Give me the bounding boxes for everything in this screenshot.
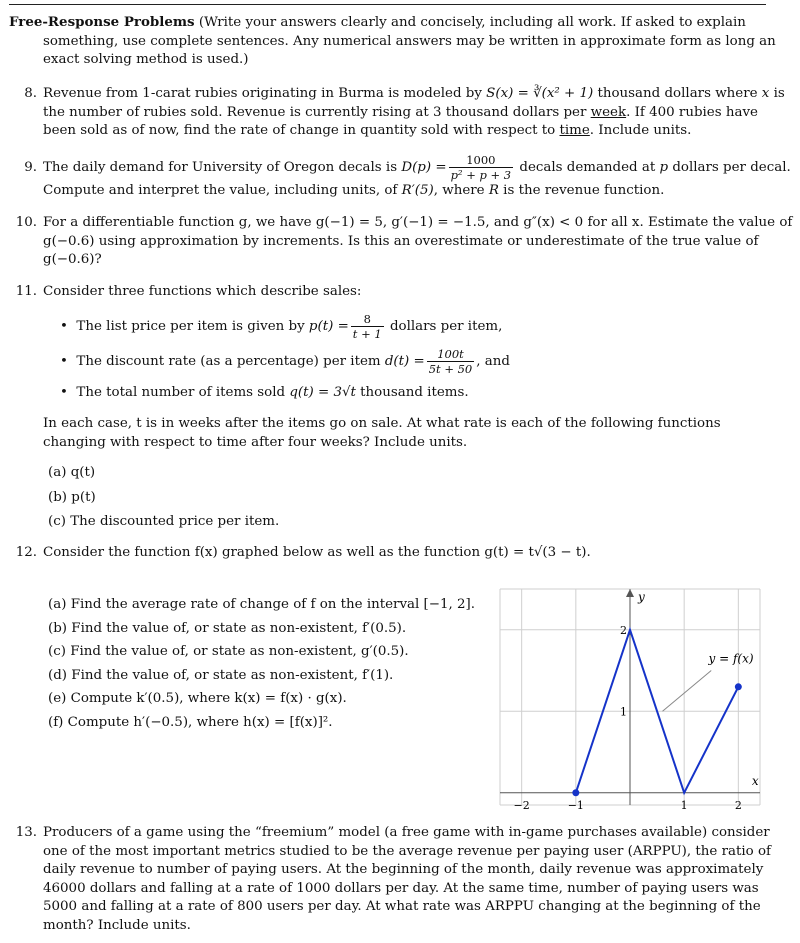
q10-text: For a differentiable function g, we have g(−1) = 5, g′(−1) = −1.5, and g″(x) < 0 for all x. Estimate the value of g(−0.6) using approximation by increments. Is this an overestimate or underestimate of the true value of g(−0.6)? [43, 215, 793, 268]
function-graph [490, 583, 770, 813]
question-12: 12. Consider the function f(x) graphed below as well as the function g(t) = t√(3 − t). [9, 544, 795, 563]
closed-point [572, 789, 579, 796]
y-axis-arrow [626, 589, 634, 597]
q12-part-a: (a) Find the average rate of change of f on the interval [−1, 2]. [48, 597, 476, 612]
q8-formula: S(x) = ∛(x² + 1) [486, 86, 594, 101]
tick-y-1: 1 [620, 705, 627, 719]
header-instructions [9, 13, 795, 70]
tick-x-2: 2 [734, 798, 742, 812]
q9-number: 9. [24, 160, 37, 175]
q11-bullet-3: • The total number of items sold q(t) = 3√t thousand items. [60, 385, 469, 400]
x-axis-label: x [751, 773, 759, 788]
question-9: 9. The daily demand for University of Oregon decals is D(p) = $\frac{1000}{\text{p² + p + 3}}$ decals demanded at p dollars per decal. Compute and interpret the value, including units, of R′(5), where R is the revenue function. [9, 153, 795, 201]
q11-part-c: (c) The discounted price per item. [48, 514, 280, 529]
q13-text: Producers of a game using the “freemium” model (a free game with in-game purchases available) consider one of the most important metrics studied to be the average revenue per paying user (ARPPU), the ratio of daily revenue to number of paying users. At the beginning of the month, daily revenue was approximately 46000 dollars and falling at a rate of 1000 dollars per day. At the same time, number of paying users was 5000 and falling at a rate of 800 users per day. At what rate was ARPPU changing at the beginning of the month? Include units. [43, 825, 771, 933]
top-rule [9, 4, 766, 5]
q10-number: 10. [15, 215, 37, 230]
q12-number: 12. [15, 545, 37, 560]
question-11: 11. Consider three functions which describe sales: [9, 283, 795, 302]
q11-body: In each case, t is in weeks after the items go on sale. At what rate is each of the following functions changing with respect to time after four weeks? Include units. [43, 416, 721, 450]
closed-point [735, 683, 742, 690]
q13-number: 13. [15, 825, 37, 840]
q12-part-e: (e) Compute k′(0.5), where k(x) = f(x) · g(x). [48, 691, 347, 706]
curve-label-leader [663, 671, 712, 712]
q11-part-b: (b) p(t) [48, 490, 96, 505]
question-13 [9, 824, 795, 936]
tick-x-1: 1 [680, 798, 688, 812]
q12-part-f: (f) Compute h′(−0.5), where h(x) = [f(x)]². [48, 715, 333, 730]
q8-number: 8. [24, 86, 37, 101]
tick-x-neg1: −1 [567, 798, 584, 812]
question-10 [9, 214, 795, 270]
q11-part-a: (a) q(t) [48, 465, 96, 480]
y-axis-label: y [638, 590, 645, 604]
q9-fraction: $\frac{1000}{\text{p² + p + 3}}$ [450, 153, 512, 182]
curve-label: y = f(x) [708, 651, 754, 666]
q11-bullet-1: • The list price per item is given by p(t) = $\frac{8}{t + 1}$ dollars per item, [60, 312, 503, 341]
header-text: (Write your answers clearly and concisely, including all work. If asked to explain something, use complete sentences. Any numerical answers may be written in approximate form as long an exact solving method is used.) [43, 15, 776, 68]
tick-y-2: 2 [620, 623, 627, 637]
q12-part-d: (d) Find the value of, or state as non-existent, f′(1). [48, 668, 394, 683]
tick-x-neg2: −2 [513, 798, 530, 812]
q12-part-b: (b) Find the value of, or state as non-existent, f′(0.5). [48, 621, 407, 636]
question-8: 8. Revenue from 1-carat rubies originating in Burma is modeled by S(x) = ∛(x² + 1) thousand dollars where x is the number of rubies sold. Revenue is currently rising at 3 thousand dollars per week. If 400 rubies have been sold as of now, find the rate of change in quantity sold with respect to time. Include units. [9, 85, 795, 141]
q11-number: 11. [15, 284, 37, 299]
q11-bullet-2: • The discount rate (as a percentage) per item d(t) = $\frac{100t}{5t + 50}$ , and [60, 347, 510, 376]
header-title: Free-Response Problems [9, 14, 195, 30]
q12-part-c: (c) Find the value of, or state as non-existent, g′(0.5). [48, 644, 409, 659]
